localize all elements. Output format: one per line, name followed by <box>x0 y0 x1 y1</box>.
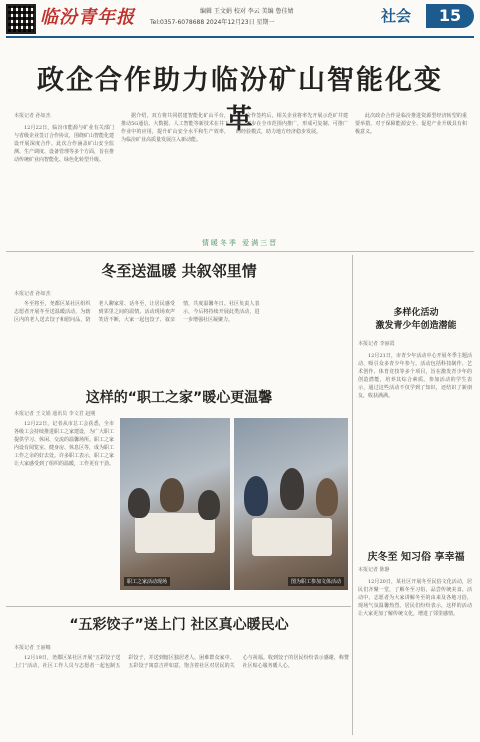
story1-body: 冬至将至，尧都区某社区组织志愿者开展冬至送温暖活动，为辖区内的老人送去饺子和慰问品，陪老人聊家常、话冬至，让居民感受到邻里之间的温情。活动现场欢声笑语不断，大家一起包饺子、叙亲情，共度温馨冬日。社区负责人表示，今后将持续开展此类活动，进一步增强社区凝聚力。 <box>14 301 260 323</box>
lead-headline: 政企合作助力临汾矿山智能化变革 <box>37 65 443 135</box>
sidebar2-headline: 庆冬至 知习俗 享幸福 <box>367 552 465 563</box>
date-line: Tel:0357-6078688 2024年12月23日 星期一 <box>150 19 275 26</box>
sidebar1-body: 12月21日，市青少年活动中心开展冬季主题活动，吸引众多青少年参与。活动包括科技制作、艺术创作、体育竞技等多个项目，旨在激发青少年的创造潜能，培养其综合素质。参加活动的学生表示，通过这些活动不仅学到了知识，还结识了新朋友，收获满满。 <box>358 353 472 399</box>
story1-headline: 冬至送温暖 共叙邻里情 <box>101 262 257 280</box>
qr-code <box>6 4 36 34</box>
page-number: 15 <box>426 4 474 28</box>
story3-divider <box>6 606 351 607</box>
lead-column-3: 合作签约后，相关企业将率先开展示范矿井建设，逐步在全市范围内推广，形成可复制、可推广的经验模式，助力地方经济稳步发展。 <box>236 113 348 135</box>
story3-byline: 本报记者 王丽娜 <box>14 645 51 651</box>
sidebar-divider <box>352 255 353 735</box>
sidebar1-headline-line1: 多样化活动 <box>393 308 439 318</box>
section-divider <box>6 251 474 252</box>
editor-line: 编辑 王文娟 校对 李云 美编 鲁佳婧 <box>200 8 294 15</box>
sidebar1-headline <box>358 307 474 333</box>
photo-left <box>120 418 230 590</box>
story2-headline: 这样的“职工之家”暖心更温馨 <box>85 390 273 406</box>
sidebar2-body: 12月20日，某社区开展冬至民俗文化活动，居民们齐聚一堂，了解冬至习俗，品尝传统美食。活动中，志愿者为大家讲解冬至的由来及各地习俗，现场气氛温馨热烈。居民们纷纷表示，这样的活动让大家更加了解传统文化，增进了邻里感情。 <box>358 579 472 617</box>
section-name: 社会 <box>381 7 412 25</box>
story3-body: 12月19日，尧都区某社区开展“五彩饺子送上门”活动，社区工作人员与志愿者一起包制五彩饺子，并送到辖区独居老人、困难群众家中。五彩饺子寓意吉祥如意，饱含着社区对居民的关心与祝福。收到饺子的居民纷纷表示感谢，称赞社区贴心服务暖人心。 <box>14 655 349 669</box>
photo-right <box>234 418 348 590</box>
sidebar1-headline-line2: 激发青少年创造潜能 <box>375 321 457 331</box>
sidebar1-byline: 本报记者 李丽霞 <box>358 341 395 347</box>
story3-headline: “五彩饺子”送上门 社区真心暖民心 <box>69 617 289 633</box>
lead-column-4: 此次政企合作是临汾推进资源型经济转型的重要举措，对于保障能源安全、促进产业升级具有积极意义。 <box>355 113 467 135</box>
photo-right-caption: 图为职工参加文体活动 <box>288 577 344 586</box>
story1-byline: 本报记者 孙如杰 <box>14 291 51 297</box>
masthead: 临汾青年报 <box>40 7 135 28</box>
lead-column-2: 据介绍，双方将共同搭建智能化矿山平台，推动5G通信、大数据、人工智能等新技术在井下作业中的应用，提升矿山安全水平和生产效率，为临汾矿业高质量发展注入新动能。 <box>121 113 229 143</box>
header-rule <box>6 36 474 38</box>
photo-left-caption: 职工之家活动现场 <box>124 577 170 586</box>
story2-body: 12月22日，记者从市总工会获悉，全市各级工会持续推进职工之家建设，为广大职工提供学习、休闲、交流的温馨场所。职工之家内设有阅览室、健身房、休息区等，成为职工工作之余的好去处。许多职工表示，职工之家让大家感受到了组织的温暖，工作更有干劲。 <box>14 421 114 467</box>
story2-byline: 本报记者 王文娟 通讯员 李文君 赵刚 <box>14 411 96 417</box>
sidebar2-byline: 本报记者 陈静 <box>358 567 390 573</box>
lead-column-1: 12月22日，临汾市能源与矿业有关部门与省级企业签订合作协议，围绕矿山智能化建设开展深度合作。此次合作涵盖矿山安全监测、生产调度、设备管理等多个方面，旨在推动传统矿业向智能化、绿色化转型升级。 <box>14 125 114 163</box>
decor-label: 情暖冬季 爱满三晋 <box>201 239 279 247</box>
lead-byline: 本报记者 孙如杰 <box>14 113 51 119</box>
